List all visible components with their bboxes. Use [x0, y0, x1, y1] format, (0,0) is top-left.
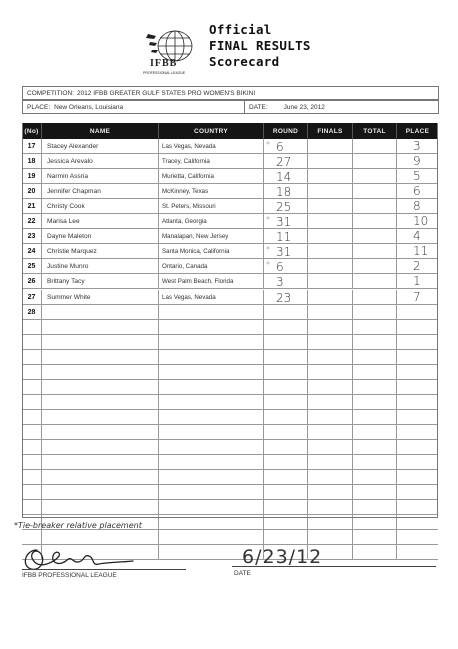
cell-name: Christie Marquez [42, 244, 159, 259]
header-place: PLACE [405, 127, 430, 135]
place-value: 1 [413, 274, 421, 289]
footer-date-label: DATE [234, 570, 251, 577]
cell-total [353, 320, 397, 335]
cell-total [353, 365, 397, 380]
table-row [22, 274, 438, 289]
cell-finals [308, 500, 353, 515]
cell-place [397, 455, 438, 470]
competition-box [22, 86, 439, 100]
cell-no: 27 [22, 290, 42, 305]
cell-place [397, 545, 438, 560]
cell-place [397, 515, 438, 530]
cell-name [42, 425, 159, 440]
table-row [22, 500, 438, 515]
cell-round [264, 380, 308, 395]
cell-country [159, 365, 264, 380]
round-score: 11 [276, 230, 292, 245]
cell-place [397, 365, 438, 380]
cell-no [22, 425, 42, 440]
header-country: COUNTRY [159, 123, 264, 139]
header-name: NAME [42, 123, 159, 139]
cell-name: Christy Cook [42, 199, 159, 214]
table-row [22, 335, 438, 350]
cell-total [353, 545, 397, 560]
cell-round [264, 350, 308, 365]
table-row [22, 169, 438, 184]
cell-finals [308, 244, 353, 259]
cell-round [264, 305, 308, 320]
cell-name: Marisa Lee [42, 214, 159, 229]
cell-no [22, 350, 42, 365]
table-row [22, 259, 438, 274]
table-row [22, 470, 438, 485]
cell-finals [308, 380, 353, 395]
logo-wordmark: IFBB [150, 58, 178, 69]
cell-country [159, 500, 264, 515]
cell-finals [308, 470, 353, 485]
table-row [22, 410, 438, 425]
cell-round [264, 515, 308, 530]
cell-no [22, 365, 42, 380]
cell-country [159, 530, 264, 545]
cell-place [397, 184, 438, 199]
cell-round [264, 169, 308, 184]
cell-name: Jessica Arevalo [42, 154, 159, 169]
cell-total [353, 515, 397, 530]
cell-name [42, 320, 159, 335]
cell-place [397, 274, 438, 289]
place-value: New Orleans, Louisiana [54, 104, 124, 111]
cell-no: 25 [22, 259, 42, 274]
cell-place [397, 214, 438, 229]
date-value: June 23, 2012 [283, 104, 325, 111]
cell-place [397, 485, 438, 500]
cell-place [397, 335, 438, 350]
cell-name [42, 335, 159, 350]
cell-finals [308, 455, 353, 470]
table-row [22, 214, 438, 229]
cell-no [22, 410, 42, 425]
signature-line [22, 569, 186, 570]
cell-country [159, 425, 264, 440]
cell-country: Las Vegas, Nevada [159, 290, 264, 305]
cell-no [22, 380, 42, 395]
cell-name [42, 350, 159, 365]
cell-round [264, 485, 308, 500]
date-line [232, 566, 436, 567]
table-row [22, 184, 438, 199]
cell-round [264, 290, 308, 305]
round-score: 3 [276, 275, 284, 290]
round-score: 25 [276, 200, 292, 215]
cell-place [397, 380, 438, 395]
cell-total [353, 154, 397, 169]
table-row [22, 440, 438, 455]
header-finals: FINALS [308, 123, 353, 139]
cell-country [159, 515, 264, 530]
cell-finals [308, 274, 353, 289]
tiebreak-mark: * [266, 215, 270, 225]
cell-name: Justine Munro [42, 259, 159, 274]
cell-country [159, 305, 264, 320]
cell-total [353, 274, 397, 289]
cell-round [264, 500, 308, 515]
cell-no: 28 [22, 305, 42, 320]
cell-total [353, 395, 397, 410]
cell-no: 18 [22, 154, 42, 169]
place-value: 5 [413, 169, 421, 184]
place-value: 6 [413, 184, 421, 199]
cell-finals [308, 169, 353, 184]
cell-country [159, 395, 264, 410]
cell-place [397, 305, 438, 320]
handwritten-date: 6/23/12 [242, 546, 323, 568]
header-total: TOTAL [353, 123, 397, 139]
cell-total [353, 290, 397, 305]
cell-name [42, 305, 159, 320]
table-row [22, 244, 438, 259]
cell-no [22, 440, 42, 455]
round-score: 6 [276, 140, 284, 154]
cell-country: Atlanta, Georgia [159, 214, 264, 229]
tiebreak-mark: * [266, 245, 270, 255]
cell-finals [308, 259, 353, 274]
cell-round [264, 440, 308, 455]
place-value: 9 [413, 154, 421, 169]
cell-round [264, 139, 308, 154]
cell-total [353, 214, 397, 229]
cell-total [353, 350, 397, 365]
cell-finals [308, 440, 353, 455]
table-row [22, 395, 438, 410]
table-row [22, 154, 438, 169]
table-header [22, 123, 438, 139]
cell-country: Ontario, Canada [159, 259, 264, 274]
cell-place [397, 500, 438, 515]
cell-country [159, 455, 264, 470]
title-line-1: Official [209, 22, 272, 37]
cell-finals [308, 395, 353, 410]
cell-total [353, 500, 397, 515]
table-row [22, 485, 438, 500]
cell-finals [308, 290, 353, 305]
cell-name [42, 395, 159, 410]
cell-name [42, 365, 159, 380]
cell-total [353, 305, 397, 320]
cell-finals [308, 305, 353, 320]
cell-finals [308, 515, 353, 530]
place-value: 4 [413, 229, 421, 244]
cell-name [42, 380, 159, 395]
cell-name [42, 470, 159, 485]
cell-no: 24 [22, 244, 42, 259]
cell-place [397, 290, 438, 305]
cell-round [264, 259, 308, 274]
cell-country [159, 335, 264, 350]
cell-total [353, 455, 397, 470]
cell-total [353, 139, 397, 154]
cell-total [353, 199, 397, 214]
cell-place [397, 169, 438, 184]
table-row [22, 320, 438, 335]
cell-no [22, 335, 42, 350]
cell-place [397, 425, 438, 440]
cell-round [264, 365, 308, 380]
cell-finals [308, 425, 353, 440]
cell-country: Las Vegas, Nevada [159, 139, 264, 154]
cell-total [353, 485, 397, 500]
cell-finals [308, 485, 353, 500]
cell-country [159, 485, 264, 500]
cell-name [42, 500, 159, 515]
cell-total [353, 169, 397, 184]
cell-finals [308, 335, 353, 350]
cell-finals [308, 530, 353, 545]
cell-round [264, 274, 308, 289]
place-value: 11 [413, 244, 429, 259]
cell-finals [308, 410, 353, 425]
scorecard-title [209, 22, 311, 70]
cell-finals [308, 154, 353, 169]
cell-total [353, 259, 397, 274]
cell-round [264, 425, 308, 440]
cell-no [22, 395, 42, 410]
cell-country: Manalapan, New Jersey [159, 229, 264, 244]
cell-round [264, 244, 308, 259]
cell-place [397, 244, 438, 259]
cell-name [42, 455, 159, 470]
logo-subtext: PROFESSIONAL LEAGUE [143, 71, 186, 75]
cell-total [353, 530, 397, 545]
cell-place [397, 154, 438, 169]
cell-finals [308, 214, 353, 229]
cell-country: St. Peters, Missouri [159, 199, 264, 214]
cell-no: 23 [22, 229, 42, 244]
round-score: 6 [276, 260, 284, 275]
competition-label: COMPETITION: [27, 90, 74, 97]
cell-no [22, 485, 42, 500]
cell-total [353, 425, 397, 440]
cell-round [264, 410, 308, 425]
cell-place [397, 259, 438, 274]
cell-no [22, 470, 42, 485]
round-score: 18 [276, 185, 292, 200]
cell-place [397, 470, 438, 485]
cell-round [264, 530, 308, 545]
cell-finals [308, 229, 353, 244]
cell-place [397, 395, 438, 410]
round-score: 14 [276, 170, 292, 185]
cell-country [159, 380, 264, 395]
place-value: 7 [413, 289, 421, 304]
table-row [22, 229, 438, 244]
cell-place [397, 229, 438, 244]
cell-name [42, 485, 159, 500]
cell-no: 19 [22, 169, 42, 184]
cell-finals [308, 365, 353, 380]
cell-country: Murietta, California [159, 169, 264, 184]
cell-name: Stacey Alexander [42, 139, 159, 154]
place-label: PLACE: [27, 104, 51, 111]
cell-round [264, 229, 308, 244]
cell-round [264, 184, 308, 199]
cell-total [353, 470, 397, 485]
table-row [22, 380, 438, 395]
table-row [22, 139, 438, 154]
table-row [22, 425, 438, 440]
cell-finals [308, 184, 353, 199]
tiebreak-note: *Tie-breaker relative placement [14, 521, 142, 530]
cell-round [264, 320, 308, 335]
cell-total [353, 440, 397, 455]
cell-no: 17 [22, 139, 42, 154]
cell-no: 21 [22, 199, 42, 214]
date-cell [244, 101, 325, 114]
cell-country: Tracey, California [159, 154, 264, 169]
tiebreak-mark: * [266, 260, 270, 270]
round-score: 23 [276, 290, 292, 305]
cell-place [397, 199, 438, 214]
place-date-box [22, 100, 439, 114]
cell-finals [308, 199, 353, 214]
cell-no: 26 [22, 274, 42, 289]
round-score: 31 [276, 245, 292, 260]
table-row [22, 455, 438, 470]
table-row [22, 365, 438, 380]
cell-total [353, 229, 397, 244]
results-table [22, 123, 438, 518]
cell-round [264, 455, 308, 470]
cell-name: Jennifer Chapman [42, 184, 159, 199]
signature-label: IFBB PROFESSIONAL LEAGUE [22, 572, 117, 579]
cell-no: 22 [22, 214, 42, 229]
cell-place [397, 530, 438, 545]
place-value: 2 [413, 259, 421, 274]
place-value: 8 [413, 199, 421, 214]
cell-round [264, 470, 308, 485]
cell-place [397, 410, 438, 425]
cell-place [397, 440, 438, 455]
cell-name: Narmin Assria [42, 169, 159, 184]
cell-country [159, 440, 264, 455]
table-row [22, 305, 438, 320]
cell-round [264, 199, 308, 214]
table-row [22, 199, 438, 214]
title-line-2: FINAL RESULTS [209, 38, 311, 53]
cell-country [159, 410, 264, 425]
cell-country [159, 470, 264, 485]
cell-total [353, 244, 397, 259]
tiebreak-mark: * [266, 140, 270, 149]
cell-name: Summer White [42, 290, 159, 305]
cell-country [159, 350, 264, 365]
cell-no: 20 [22, 184, 42, 199]
competition-value: 2012 IFBB GREATER GULF STATES PRO WOMEN'S BIKINI [76, 90, 256, 97]
table-row [22, 290, 438, 305]
cell-name [42, 440, 159, 455]
cell-no [22, 455, 42, 470]
cell-name [42, 410, 159, 425]
cell-country: West Palm Beach, Florida [159, 274, 264, 289]
round-score: 27 [276, 155, 292, 170]
place-value: 3 [413, 139, 421, 153]
cell-total [353, 184, 397, 199]
round-score: 31 [276, 215, 292, 230]
cell-round [264, 335, 308, 350]
cell-total [353, 335, 397, 350]
cell-total [353, 380, 397, 395]
title-line-3: Scorecard [209, 54, 280, 69]
cell-country: Santa Monica, California [159, 244, 264, 259]
cell-no [22, 500, 42, 515]
cell-finals [308, 320, 353, 335]
place-value: 10 [413, 214, 429, 229]
cell-total [353, 410, 397, 425]
cell-round [264, 154, 308, 169]
cell-country: McKinney, Texas [159, 184, 264, 199]
table-row [22, 350, 438, 365]
cell-round [264, 395, 308, 410]
cell-no [22, 320, 42, 335]
cell-place [397, 320, 438, 335]
cell-finals [308, 139, 353, 154]
date-label: DATE: [249, 104, 268, 111]
cell-place [397, 139, 438, 154]
cell-round [264, 214, 308, 229]
cell-place [397, 350, 438, 365]
cell-name: Dayne Maleton [42, 229, 159, 244]
cell-name: Brittany Tacy [42, 274, 159, 289]
handwritten-signature [15, 540, 145, 576]
header-round: ROUND [264, 123, 308, 139]
header-no: (No) [22, 123, 42, 139]
cell-country [159, 320, 264, 335]
cell-finals [308, 350, 353, 365]
